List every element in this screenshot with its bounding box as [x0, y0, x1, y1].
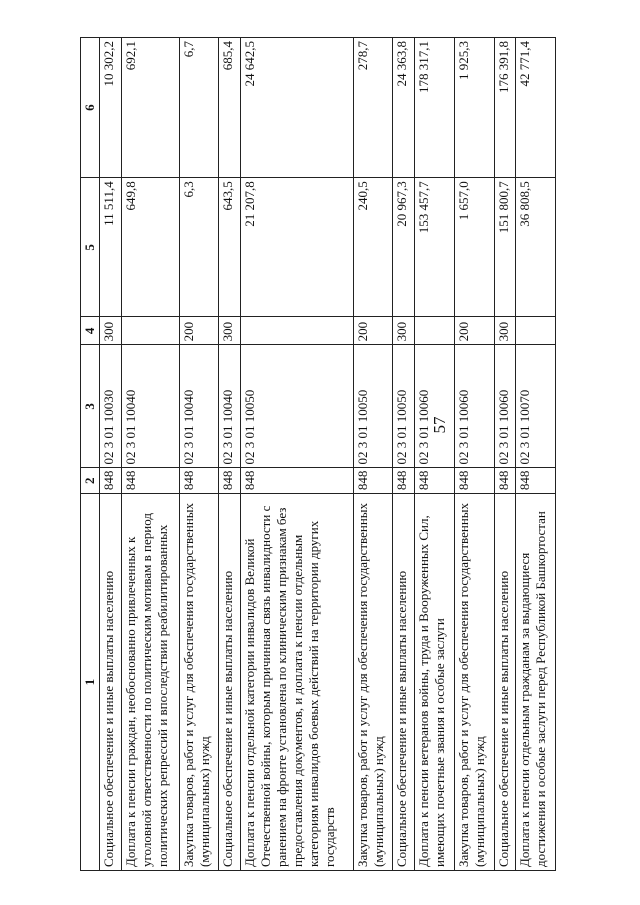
row-value-6: 692,1	[121, 38, 179, 178]
budget-table	[80, 37, 556, 871]
page-number: 57	[430, 416, 449, 434]
row-type	[121, 317, 179, 345]
row-type: 300	[100, 317, 122, 345]
row-code: 848	[454, 468, 494, 494]
row-name: Доплата к пенсии ветеранов войны, труда и Вооруженных Сил, имеющих почетные звания и особые заслуги	[414, 494, 454, 871]
row-target: 02 3 01 10040	[219, 345, 241, 468]
row-value-5: 21 207,8	[240, 178, 353, 317]
table-row	[454, 38, 494, 871]
table-row	[100, 38, 122, 871]
row-value-5: 1 657,0	[454, 178, 494, 317]
row-name: Социальное обеспечение и иные выплаты населению	[393, 494, 415, 871]
row-target: 02 3 01 10060	[494, 345, 516, 468]
row-target: 02 3 01 10060	[414, 345, 454, 468]
row-name: Социальное обеспечение и иные выплаты населению	[494, 494, 516, 871]
header-col-4: 4	[81, 317, 100, 345]
header-col-3: 3	[81, 345, 100, 468]
table-row	[121, 38, 179, 871]
table-row	[414, 38, 454, 871]
row-type	[414, 317, 454, 345]
row-type	[240, 317, 353, 345]
row-name: Доплата к пенсии отдельной категории инвалидов Великой Отечественной войны, которым причинная связь инвалидности с ранением на фронте установлена по клиническим признакам без предоставления документов, и доплата к пенсии отдельным категориям инвалидов боевых действий на территории других государств	[240, 494, 353, 871]
row-value-6: 176 391,8	[494, 38, 516, 178]
row-code: 848	[414, 468, 454, 494]
row-value-6: 42 771,4	[516, 38, 556, 178]
row-value-5: 151 800,7	[494, 178, 516, 317]
row-type: 200	[353, 317, 393, 345]
row-type: 300	[393, 317, 415, 345]
table-row	[516, 38, 556, 871]
table-header-row	[81, 38, 100, 871]
row-type: 200	[179, 317, 219, 345]
row-value-5: 20 967,3	[393, 178, 415, 317]
table-row	[219, 38, 241, 871]
header-col-5: 5	[81, 178, 100, 317]
row-value-6: 6,7	[179, 38, 219, 178]
header-col-1: 1	[81, 494, 100, 871]
row-code: 848	[393, 468, 415, 494]
row-name: Закупка товаров, работ и услуг для обеспечения государственных (муниципальных) нужд	[353, 494, 393, 871]
row-type: 300	[219, 317, 241, 345]
row-target: 02 3 01 10040	[121, 345, 179, 468]
row-value-5: 153 457,7	[414, 178, 454, 317]
table-row	[353, 38, 393, 871]
row-code: 848	[494, 468, 516, 494]
row-value-6: 1 925,3	[454, 38, 494, 178]
row-name: Социальное обеспечение и иные выплаты населению	[219, 494, 241, 871]
row-value-6: 24 642,5	[240, 38, 353, 178]
table-row	[494, 38, 516, 871]
row-code: 848	[219, 468, 241, 494]
row-code: 848	[353, 468, 393, 494]
row-target: 02 3 01 10050	[240, 345, 353, 468]
row-value-6: 685,4	[219, 38, 241, 178]
row-target: 02 3 01 10060	[454, 345, 494, 468]
row-value-5: 643,5	[219, 178, 241, 317]
header-col-6: 6	[81, 38, 100, 178]
row-code: 848	[100, 468, 122, 494]
row-value-6: 24 363,8	[393, 38, 415, 178]
row-value-6: 178 317,1	[414, 38, 454, 178]
row-code: 848	[240, 468, 353, 494]
row-name: Закупка товаров, работ и услуг для обеспечения государственных (муниципальных) нужд	[454, 494, 494, 871]
row-code: 848	[179, 468, 219, 494]
row-value-5: 6,3	[179, 178, 219, 317]
row-type: 200	[454, 317, 494, 345]
row-name: Социальное обеспечение и иные выплаты населению	[100, 494, 122, 871]
row-name: Доплата к пенсии отдельным гражданам за выдающиеся достижения и особые заслуги перед Республикой Башкортостан	[516, 494, 556, 871]
row-type	[516, 317, 556, 345]
row-value-6: 278,7	[353, 38, 393, 178]
row-target: 02 3 01 10030	[100, 345, 122, 468]
header-col-2: 2	[81, 468, 100, 494]
row-type: 300	[494, 317, 516, 345]
row-value-5: 36 808,5	[516, 178, 556, 317]
row-code: 848	[121, 468, 179, 494]
row-value-6: 10 302,2	[100, 38, 122, 178]
row-value-5: 649,8	[121, 178, 179, 317]
table-row	[393, 38, 415, 871]
rotated-table-container	[80, 37, 556, 871]
row-target: 02 3 01 10070	[516, 345, 556, 468]
table-row	[179, 38, 219, 871]
row-target: 02 3 01 10040	[179, 345, 219, 468]
table-row	[240, 38, 353, 871]
row-target: 02 3 01 10050	[353, 345, 393, 468]
row-name: Доплата к пенсии граждан, необоснованно привлеченных к уголовной ответственности по политическим мотивам в период политических репрессий и впоследствии реабилитированных	[121, 494, 179, 871]
row-value-5: 240,5	[353, 178, 393, 317]
row-code: 848	[516, 468, 556, 494]
row-target: 02 3 01 10050	[393, 345, 415, 468]
row-name: Закупка товаров, работ и услуг для обеспечения государственных (муниципальных) нужд	[179, 494, 219, 871]
row-value-5: 11 511,4	[100, 178, 122, 317]
